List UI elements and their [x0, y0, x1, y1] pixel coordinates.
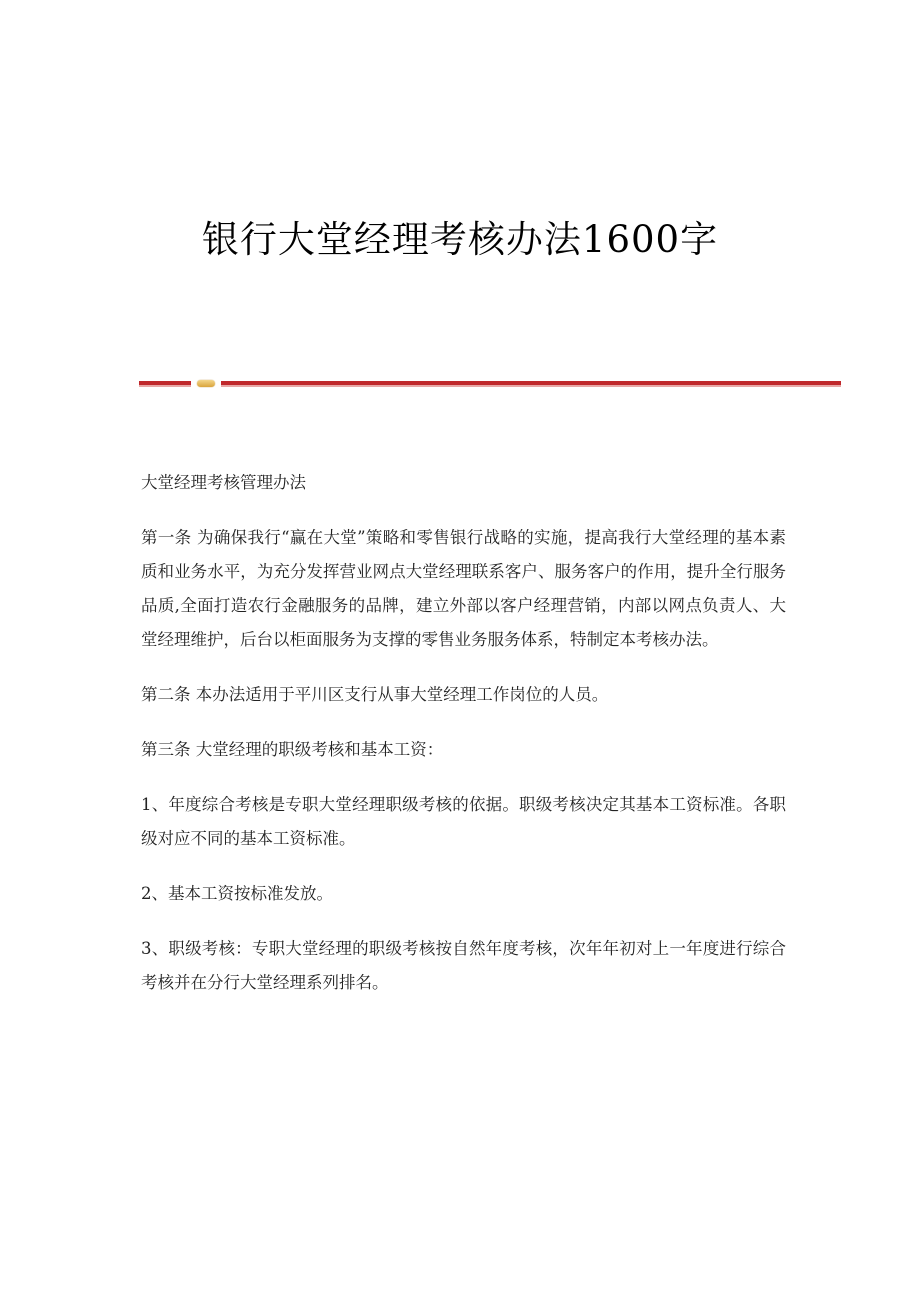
title-divider — [139, 379, 841, 389]
document-title: 银行大堂经理考核办法1600字 — [201, 218, 719, 261]
section-heading: 大堂经理考核管理办法 — [141, 473, 306, 492]
divider-ornament-icon — [197, 380, 215, 387]
paragraph-article-2: 第二条 本办法适用于平川区支行从事大堂经理工作岗位的人员。 — [141, 685, 609, 704]
paragraph-item-2: 2、基本工资按标准发放。 — [141, 884, 333, 903]
paragraph-article-3: 第三条 大堂经理的职级考核和基本工资： — [141, 740, 444, 759]
divider-bar-right — [221, 381, 841, 385]
paragraph-item-1: 1、年度综合考核是专职大堂经理职级考核的依据。职级考核决定其基本工资标准。各职级对应不同的基本工资标准。 — [141, 795, 786, 848]
document-body — [141, 466, 786, 1021]
paragraph-item-3: 3、职级考核：专职大堂经理的职级考核按自然年度考核，次年年初对上一年度进行综合考核并在分行大堂经理系列排名。 — [141, 939, 786, 992]
paragraph-article-1: 第一条 为确保我行“赢在大堂”策略和零售银行战略的实施，提高我行大堂经理的基本素质和业务水平，为充分发挥营业网点大堂经理联系客户、服务客户的作用，提升全行服务品质,全面打造农行金融服务的品牌，建立外部以客户经理营销，内部以网点负责人、大堂经理维护，后台以柜面服务为支撑的零售业务服务体系，特制定本考核办法。 — [141, 528, 786, 649]
divider-bar-left — [139, 381, 191, 385]
